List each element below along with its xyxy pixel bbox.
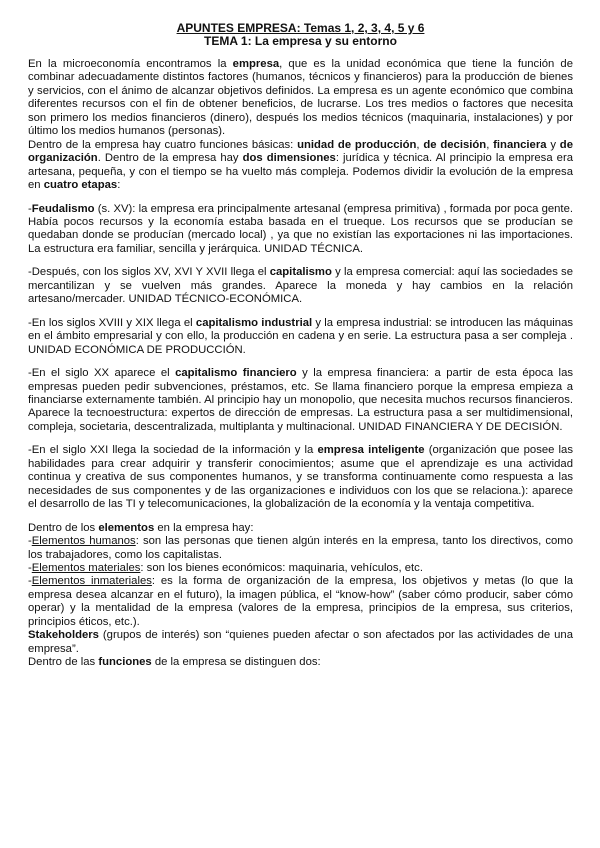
document-page xyxy=(28,22,573,670)
elements-intro: Dentro de los elementos en la empresa hay: xyxy=(28,521,254,534)
stakeholders-paragraph: Stakeholders (grupos de interés) son “quienes pueden afectar o son afectados por las actividades de una empresa”. xyxy=(28,629,573,655)
stage-capitalismo-financiero: -En el siglo XX aparece el capitalismo financiero y la empresa financiera: a partir de esta época las empresas pueden pedir subvenciones, préstamos, etc. Se llama financiero porque la empresa empieza a financiarse externamente también. Al principio hay un monopolio, que necesita muchos recursos financieros. Aparece la tecnoestructura: expertos de dirección de empresas. La estructura pasa a ser multidimensional, compleja, societaria, descentralizada, multiplanta y multinacional. UNIDAD FINANCIERA Y DE DECISIÓN. xyxy=(28,367,574,433)
elements-human: -Elementos humanos: son las personas que tienen algún interés en la empresa, tanto los directivos, como los trabajadores, como los capitalistas. xyxy=(28,535,573,561)
document-title: APUNTES EMPRESA: Temas 1, 2, 3, 4, 5 y 6 xyxy=(176,21,425,35)
stage-empresa-inteligente: -En el siglo XXI llega la sociedad de la información y la empresa inteligente (organización que posee las habilidades para crear adquirir y transferir conocimientos; asume que el aprendizaje es una actividad continua y creativa de sus componentes humanos, y se transforma continuamente como respuesta a las necesidades de sus componentes y de las organizaciones e individuos con los que se relaciona.): aparece el desarrollo de las TI y telecomunicaciones, la globalización de la economía y la ventaja competitiva. xyxy=(28,444,573,511)
stage-feudalismo: -Feudalismo (s. XV): la empresa era principalmente artesanal (empresa primitiva) , formada por poca gente. Había pocos recursos y la economía estaba basada en el trueque. Los recursos que se producían se quedaban donde se producían (mercado local) , ya que no existían las exportaciones ni las importaciones. La estructura era familiar, sencilla y jerárquica. UNIDAD TÉCNICA. xyxy=(28,202,573,255)
functions-closing: Dentro de las funciones de la empresa se distinguen dos: xyxy=(28,656,321,669)
intro-paragraph: En la microeconomía encontramos la empresa, que es la unidad económica que tiene la función de combinar adecuadamente distintos factores (humanos, técnicos y financieros) para la producción de bienes y servicios, con el ánimo de alcanzar objetivos definidos. La empresa es un agente económico que combina diferentes recursos con el fin de obtener beneficios, de lucrarse. Los tres medios o factores que necesita son primero los medios financieros (dinero), después los medios técnicos (maquinaria, instalaciones) y por último los medios humanos (personas). xyxy=(28,58,573,138)
section-heading: TEMA 1: La empresa y su entorno xyxy=(204,34,397,48)
elements-immaterial: -Elementos inmateriales: es la forma de organización de la empresa, los objetivos y metas (lo que la empresa desea alcanzar en el futuro), la imagen pública, el “know-how” (saber cómo producir, saber cómo operar) y la mentalidad de la empresa (valores de la empresa, principios de la empresa, sus criterios, principios éticos, etc.). xyxy=(28,575,573,628)
stage-capitalismo-industrial: -En los siglos XVIII y XIX llega el capitalismo industrial y la empresa industrial: se introducen las máquinas en el ámbito empresarial y con ello, la producción en cadena y en serie. La estructura pasa a ser compleja . UNIDAD ECONÓMICA DE PRODUCCIÓN. xyxy=(28,316,573,356)
functions-paragraph: Dentro de la empresa hay cuatro funciones básicas: unidad de producción, de decisión, financiera y de organización. Dentro de la empresa hay dos dimensiones: jurídica y técnica. Al principio la empresa era artesana, pequeña, y con el tiempo se ha vuelto más compleja. Podemos dividir la evolución de la empresa en cuatro etapas: xyxy=(28,138,574,192)
elements-material: -Elementos materiales: son los bienes económicos: maquinaria, vehículos, etc. xyxy=(28,561,423,574)
stage-capitalismo: -Después, con los siglos XV, XVI Y XVII llega el capitalismo y la empresa comercial: aquí las sociedades se mercantilizan y se vuelven más grandes. Aparece la moneda y hay cambios en la relación artesano/mercader. UNIDAD TÉCNICO-ECONÓMICA. xyxy=(28,266,573,306)
